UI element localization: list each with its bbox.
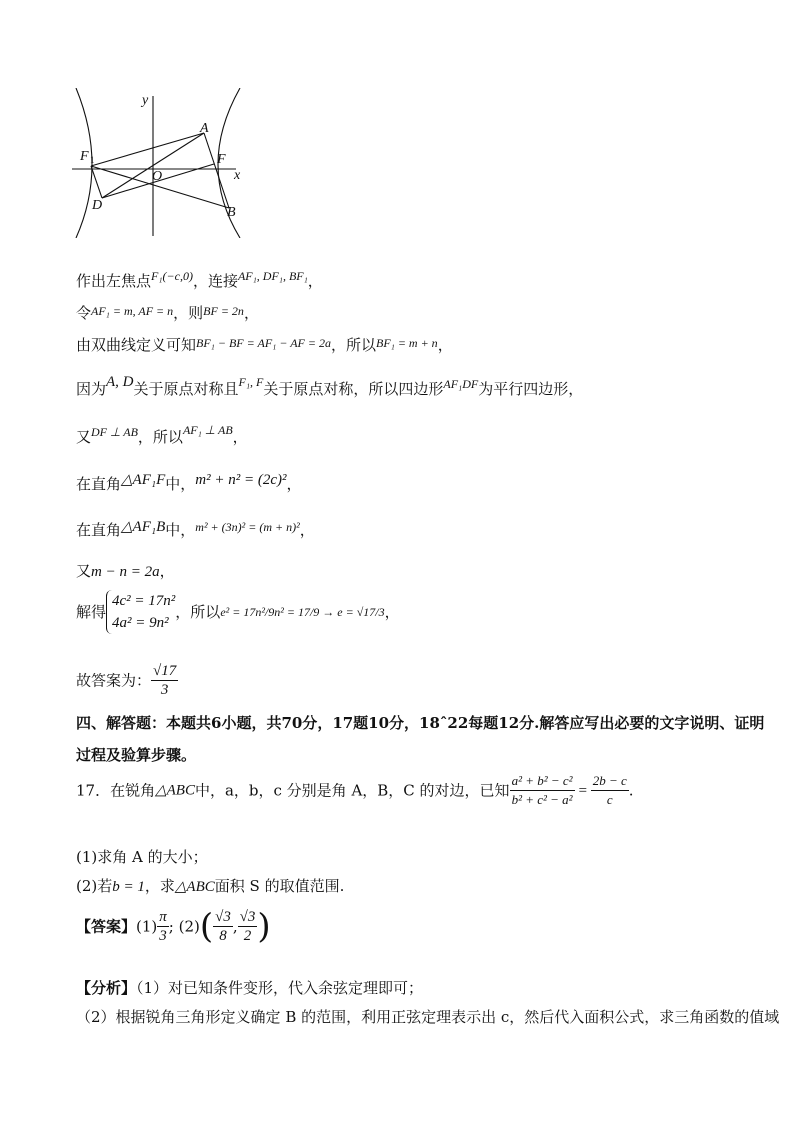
label-f1-sub: 1 <box>90 155 95 165</box>
label-y: y <box>142 93 149 108</box>
solution-line-2: 令$^{AF_1 = m, AF = n}$，则$^{BF = 2n}$， <box>76 304 259 322</box>
label-b: B <box>227 205 236 220</box>
label-d: D <box>92 198 103 213</box>
analysis-line-2: （2）根据锐角三角形定义确定 B 的范围，利用正弦定理表示出 c，然后代入面积公式，求三角函数的值域 <box>76 1008 780 1026</box>
solution-line-4: 因为A, D关于原点对称且$^{F_1, F}$关于原点对称，所以四边形$^{AF_1DF}$为平行四边形， <box>76 374 584 398</box>
question-17: 17．在锐角△ABC中，a，b，c 分别是角 A，B，C 的对边，已知 $\frac{\text{a² + b² − c²}}{\text{b² + c² − a²}}$ = $\frac{2b - c}{c}$ . <box>76 773 634 807</box>
solution-line-1: 作出左焦点$^{F_1(-c,0)}$，连接$^{AF_1, DF_1, BF_1}$， <box>76 269 323 290</box>
solution-line-7: 在直角△AF₁B中，$^{m^2 + (3n)^2 = (m + n)^2}$， <box>76 519 315 539</box>
section-4-heading: 四、解答题：本题共6小题，共70分，17题10分，18ˆ22每题12分.解答应写出必要的文字说明、证明 <box>76 714 765 732</box>
answer-line: 【答案】(1) $\frac{\pi}{3}$ ; (2)( $\frac{√3}{8}$ , $\frac{√3}{2}$ ) <box>76 906 271 947</box>
solution-line-3: 由双曲线定义可知$^{BF_1 - BF = AF_1 - AF = 2a}$，所以$^{BF_1 = m + n}$， <box>76 336 453 354</box>
solution-line-6: 在直角△AF₁F中，m² + n² = (2c)²， <box>76 472 302 493</box>
label-x: x <box>234 168 241 183</box>
solution-line-10: 故答案为： $\frac{√17}{3}$ <box>76 663 177 698</box>
hyperbola-figure <box>64 88 254 238</box>
question-17-part-1: (1)求角 A 的大小； <box>76 848 208 866</box>
section-4-heading-cont: 过程及验算步骤。 <box>76 746 197 764</box>
label-origin: O <box>152 169 163 184</box>
label-a: A <box>200 121 209 136</box>
label-f1: F <box>80 149 89 164</box>
question-17-part-2: (2)若b = 1，求△ABC面积 S 的取值范围. <box>76 877 345 895</box>
label-f: F <box>217 152 226 167</box>
solution-line-8: 又m − n = 2a， <box>76 562 175 580</box>
solution-line-9: 解得 4c² = 17n² 4a² = 9n² ，所以e² = 17n²/9n² = 17/9 → e = √17/3， <box>76 590 400 634</box>
analysis-line-1: 【分析】（1）对已知条件变形，代入余弦定理即可； <box>76 979 424 997</box>
solution-line-5: 又$^{DF \perp AB}$，所以$^{AF_1 \perp AB}$， <box>76 423 248 446</box>
